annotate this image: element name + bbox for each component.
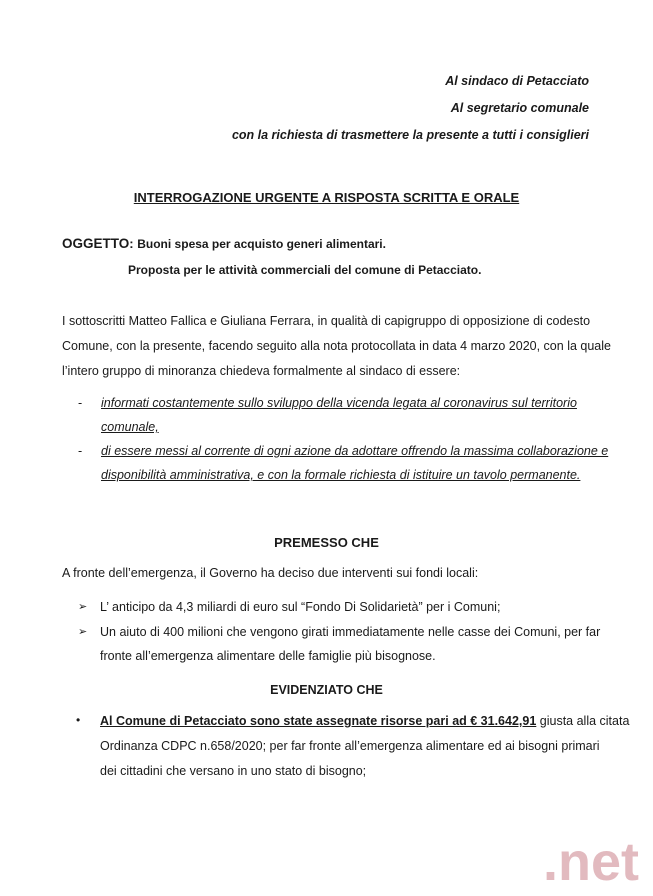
watermark-text: .net <box>543 832 640 890</box>
evidenziato-bold-part: Al Comune di Petacciato sono state assegnate risorse pari ad € 31.642,91 <box>100 714 537 728</box>
oggetto-line2: Proposta per le attività commerciali del comune di Petacciato. <box>128 263 482 277</box>
recipient-mayor: Al sindaco di Petacciato <box>445 74 589 88</box>
evidenziato-line1 <box>100 714 629 728</box>
oggetto-label: OGGETTO <box>62 236 130 251</box>
arrow-bullet-icon: ➢ <box>78 601 88 613</box>
document-title: INTERROGAZIONE URGENTE A RISPOSTA SCRITTA E ORALE <box>133 190 520 205</box>
oggetto-colon: : <box>129 236 134 251</box>
request-1-marker: - <box>78 396 83 410</box>
bullet-icon: • <box>76 713 81 727</box>
request-2-line1: di essere messi al corrente di ogni azione da adottare offrendo la massima collaborazione e <box>101 444 609 458</box>
recipient-request: con la richiesta di trasmettere la presente a tutti i consiglieri <box>231 128 589 142</box>
request-1-line2: comunale, <box>101 420 159 434</box>
request-2-line2: disponibilità amministrativa, e con la formale richiesta di istituire un tavolo permanente. <box>101 468 581 482</box>
watermark-logo-svg <box>541 826 645 890</box>
premesso-text: A fronte dell’emergenza, il Governo ha deciso due interventi sui fondi locali: <box>62 566 479 580</box>
watermark-logo <box>541 826 645 890</box>
request-1-line1: informati costantemente sullo sviluppo della vicenda legata al coronavirus sul territorio <box>101 396 577 410</box>
evidenziato-line3: dei cittadini che versano in uno stato di bisogno; <box>100 764 367 778</box>
premesso-heading: PREMESSO CHE <box>274 535 379 550</box>
evidenziato-heading: EVIDENZIATO CHE <box>270 683 383 697</box>
premesso-item-2-line2: fronte all’emergenza alimentare delle famiglie più bisognose. <box>100 649 436 663</box>
oggetto-block <box>62 236 386 251</box>
intro-line-1: I sottoscritti Matteo Fallica e Giuliana Ferrara, in qualità di capigruppo di opposizione di codesto <box>62 314 591 328</box>
evidenziato-rest: giusta alla citata <box>536 714 630 728</box>
arrow-bullet-icon: ➢ <box>78 626 88 638</box>
premesso-item-2-line1: Un aiuto di 400 milioni che vengono girati immediatamente nelle casse dei Comuni, per far <box>100 625 601 639</box>
evidenziato-line2: Ordinanza CDPC n.658/2020; per far fronte all’emergenza alimentare ed ai bisogni primari <box>100 739 600 753</box>
premesso-item-1-line1: L’ anticipo da 4,3 miliardi di euro sul “Fondo Di Solidarietà” per i Comuni; <box>100 600 501 614</box>
intro-line-2: Comune, con la presente, facendo seguito alla nota protocollata in data 4 marzo 2020, con la quale <box>62 339 611 353</box>
oggetto-line1: Buoni spesa per acquisto generi alimentari. <box>137 237 386 251</box>
request-2-marker: - <box>78 444 83 458</box>
intro-line-3: l’intero gruppo di minoranza chiedeva formalmente al sindaco di essere: <box>62 364 461 378</box>
recipient-secretary: Al segretario comunale <box>450 101 589 115</box>
